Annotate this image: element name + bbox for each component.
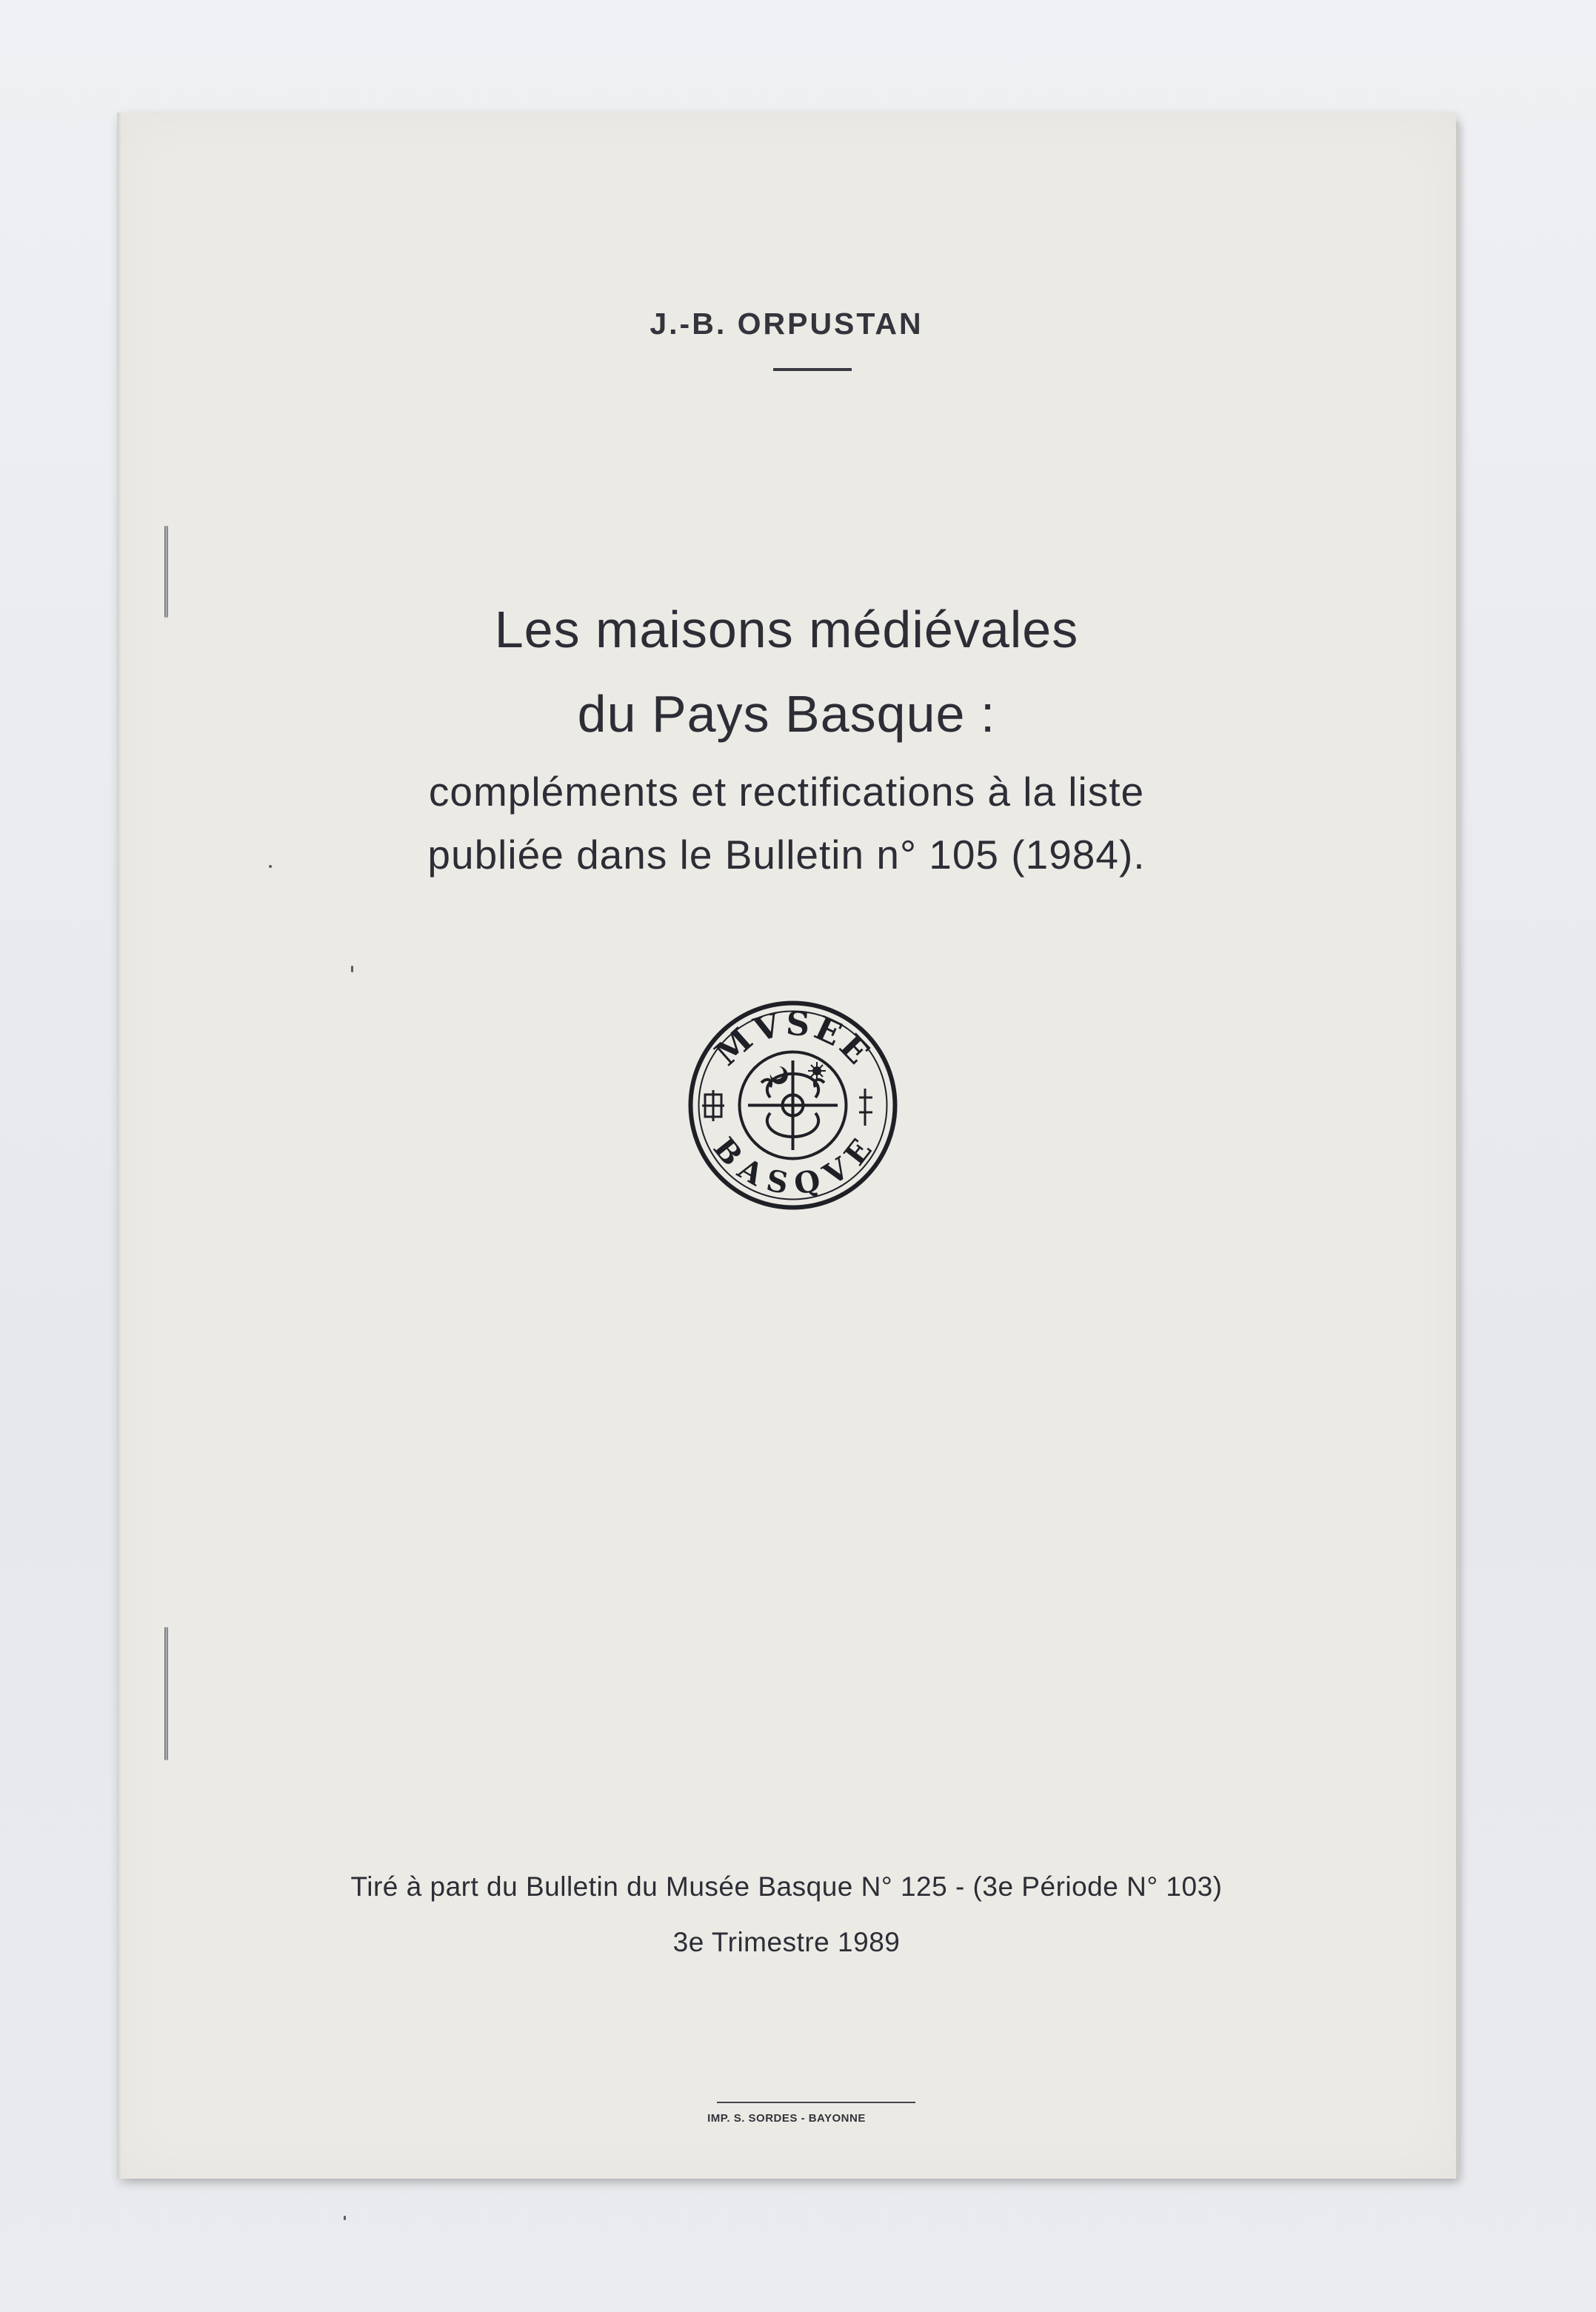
title-line-2: du Pays Basque : <box>577 685 996 743</box>
spine-shadow <box>117 113 121 2179</box>
subtitle-line-2: publiée dans le Bulletin n° 105 (1984). <box>427 832 1146 878</box>
subtitle-line-1: compléments et rectifications à la liste <box>428 769 1145 815</box>
musee-basque-seal-icon <box>687 1000 898 1211</box>
seal-bottom-text: BASQVE <box>706 1131 881 1202</box>
title-line-1: Les maisons médiévales <box>494 601 1079 658</box>
paper-speck <box>351 966 353 972</box>
printer-rule <box>717 2102 915 2103</box>
issue-date: 3e Trimestre 1989 <box>672 1927 901 1957</box>
seal-top-text: MVSEE <box>708 1004 878 1074</box>
printer-imprint: IMP. S. SORDES - BAYONNE <box>707 2112 866 2125</box>
author-name: J.-B. ORPUSTAN <box>650 307 924 341</box>
booklet-cover <box>117 113 1456 2179</box>
paper-speck <box>344 2216 346 2220</box>
author-underline <box>773 368 852 371</box>
staple-bottom-icon <box>164 1627 168 1760</box>
offprint-note: Tiré à part du Bulletin du Musée Basque N° 125 - (3e Période N° 103) <box>350 1871 1223 1902</box>
